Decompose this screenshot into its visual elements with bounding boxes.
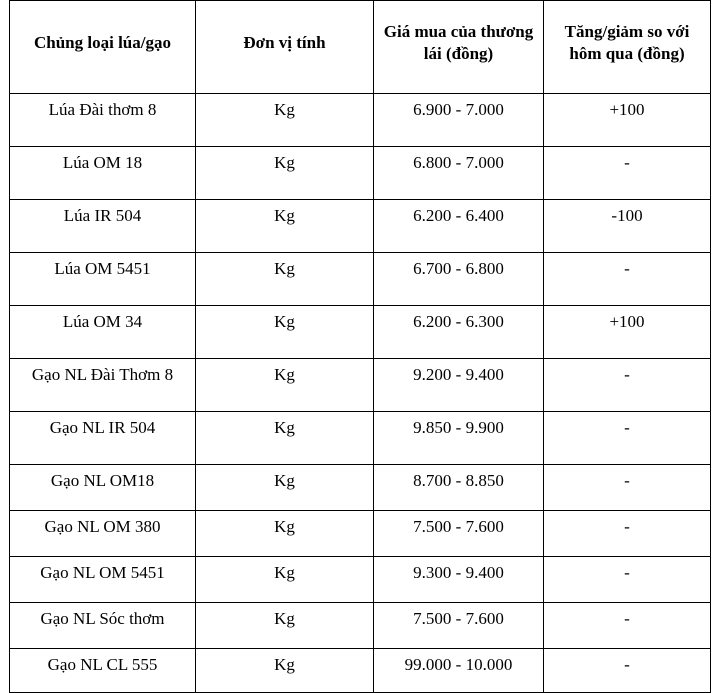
cell-price: 9.200 - 9.400 bbox=[374, 359, 544, 412]
cell-change: - bbox=[544, 359, 711, 412]
cell-price: 7.500 - 7.600 bbox=[374, 511, 544, 557]
cell-unit: Kg bbox=[196, 147, 374, 200]
cell-price: 6.800 - 7.000 bbox=[374, 147, 544, 200]
cell-price: 6.200 - 6.300 bbox=[374, 306, 544, 359]
table-row bbox=[10, 200, 711, 253]
cell-unit: Kg bbox=[196, 253, 374, 306]
cell-unit: Kg bbox=[196, 465, 374, 511]
cell-price: 6.900 - 7.000 bbox=[374, 94, 544, 147]
cell-unit: Kg bbox=[196, 200, 374, 253]
cell-change: +100 bbox=[544, 306, 711, 359]
header-change: Tăng/giảm so với hôm qua (đồng) bbox=[544, 1, 711, 94]
header-variety: Chủng loại lúa/gạo bbox=[10, 1, 196, 94]
cell-variety: Gạo NL OM 380 bbox=[10, 511, 196, 557]
table-header-row bbox=[10, 1, 711, 94]
cell-variety: Gạo NL OM 5451 bbox=[10, 557, 196, 603]
cell-variety: Lúa IR 504 bbox=[10, 200, 196, 253]
cell-unit: Kg bbox=[196, 649, 374, 693]
cell-variety: Lúa OM 34 bbox=[10, 306, 196, 359]
cell-change: -100 bbox=[544, 200, 711, 253]
table-row bbox=[10, 359, 711, 412]
cell-change: - bbox=[544, 649, 711, 693]
cell-unit: Kg bbox=[196, 94, 374, 147]
cell-variety: Lúa OM 5451 bbox=[10, 253, 196, 306]
cell-change: - bbox=[544, 557, 711, 603]
cell-price: 6.200 - 6.400 bbox=[374, 200, 544, 253]
cell-change: +100 bbox=[544, 94, 711, 147]
table-row bbox=[10, 147, 711, 200]
cell-unit: Kg bbox=[196, 603, 374, 649]
cell-variety: Lúa OM 18 bbox=[10, 147, 196, 200]
rice-price-table bbox=[9, 0, 711, 693]
cell-variety: Gạo NL CL 555 bbox=[10, 649, 196, 693]
cell-change: - bbox=[544, 465, 711, 511]
cell-price: 9.850 - 9.900 bbox=[374, 412, 544, 465]
cell-variety: Gạo NL IR 504 bbox=[10, 412, 196, 465]
cell-price: 8.700 - 8.850 bbox=[374, 465, 544, 511]
cell-change: - bbox=[544, 603, 711, 649]
cell-price: 7.500 - 7.600 bbox=[374, 603, 544, 649]
cell-change: - bbox=[544, 511, 711, 557]
cell-unit: Kg bbox=[196, 412, 374, 465]
header-purchase-price: Giá mua của thương lái (đồng) bbox=[374, 1, 544, 94]
cell-variety: Gạo NL OM18 bbox=[10, 465, 196, 511]
cell-variety: Lúa Đài thơm 8 bbox=[10, 94, 196, 147]
table-row bbox=[10, 511, 711, 557]
table-row bbox=[10, 412, 711, 465]
cell-change: - bbox=[544, 412, 711, 465]
header-unit: Đơn vị tính bbox=[196, 1, 374, 94]
cell-unit: Kg bbox=[196, 359, 374, 412]
cell-price: 6.700 - 6.800 bbox=[374, 253, 544, 306]
cell-change: - bbox=[544, 253, 711, 306]
cell-variety: Gạo NL Sóc thơm bbox=[10, 603, 196, 649]
table-row bbox=[10, 253, 711, 306]
cell-change: - bbox=[544, 147, 711, 200]
cell-price: 99.000 - 10.000 bbox=[374, 649, 544, 693]
table-row bbox=[10, 306, 711, 359]
cell-unit: Kg bbox=[196, 306, 374, 359]
cell-unit: Kg bbox=[196, 557, 374, 603]
cell-unit: Kg bbox=[196, 511, 374, 557]
cell-price: 9.300 - 9.400 bbox=[374, 557, 544, 603]
table-row bbox=[10, 603, 711, 649]
table-row bbox=[10, 557, 711, 603]
table-row bbox=[10, 94, 711, 147]
table-row bbox=[10, 465, 711, 511]
cell-variety: Gạo NL Đài Thơm 8 bbox=[10, 359, 196, 412]
